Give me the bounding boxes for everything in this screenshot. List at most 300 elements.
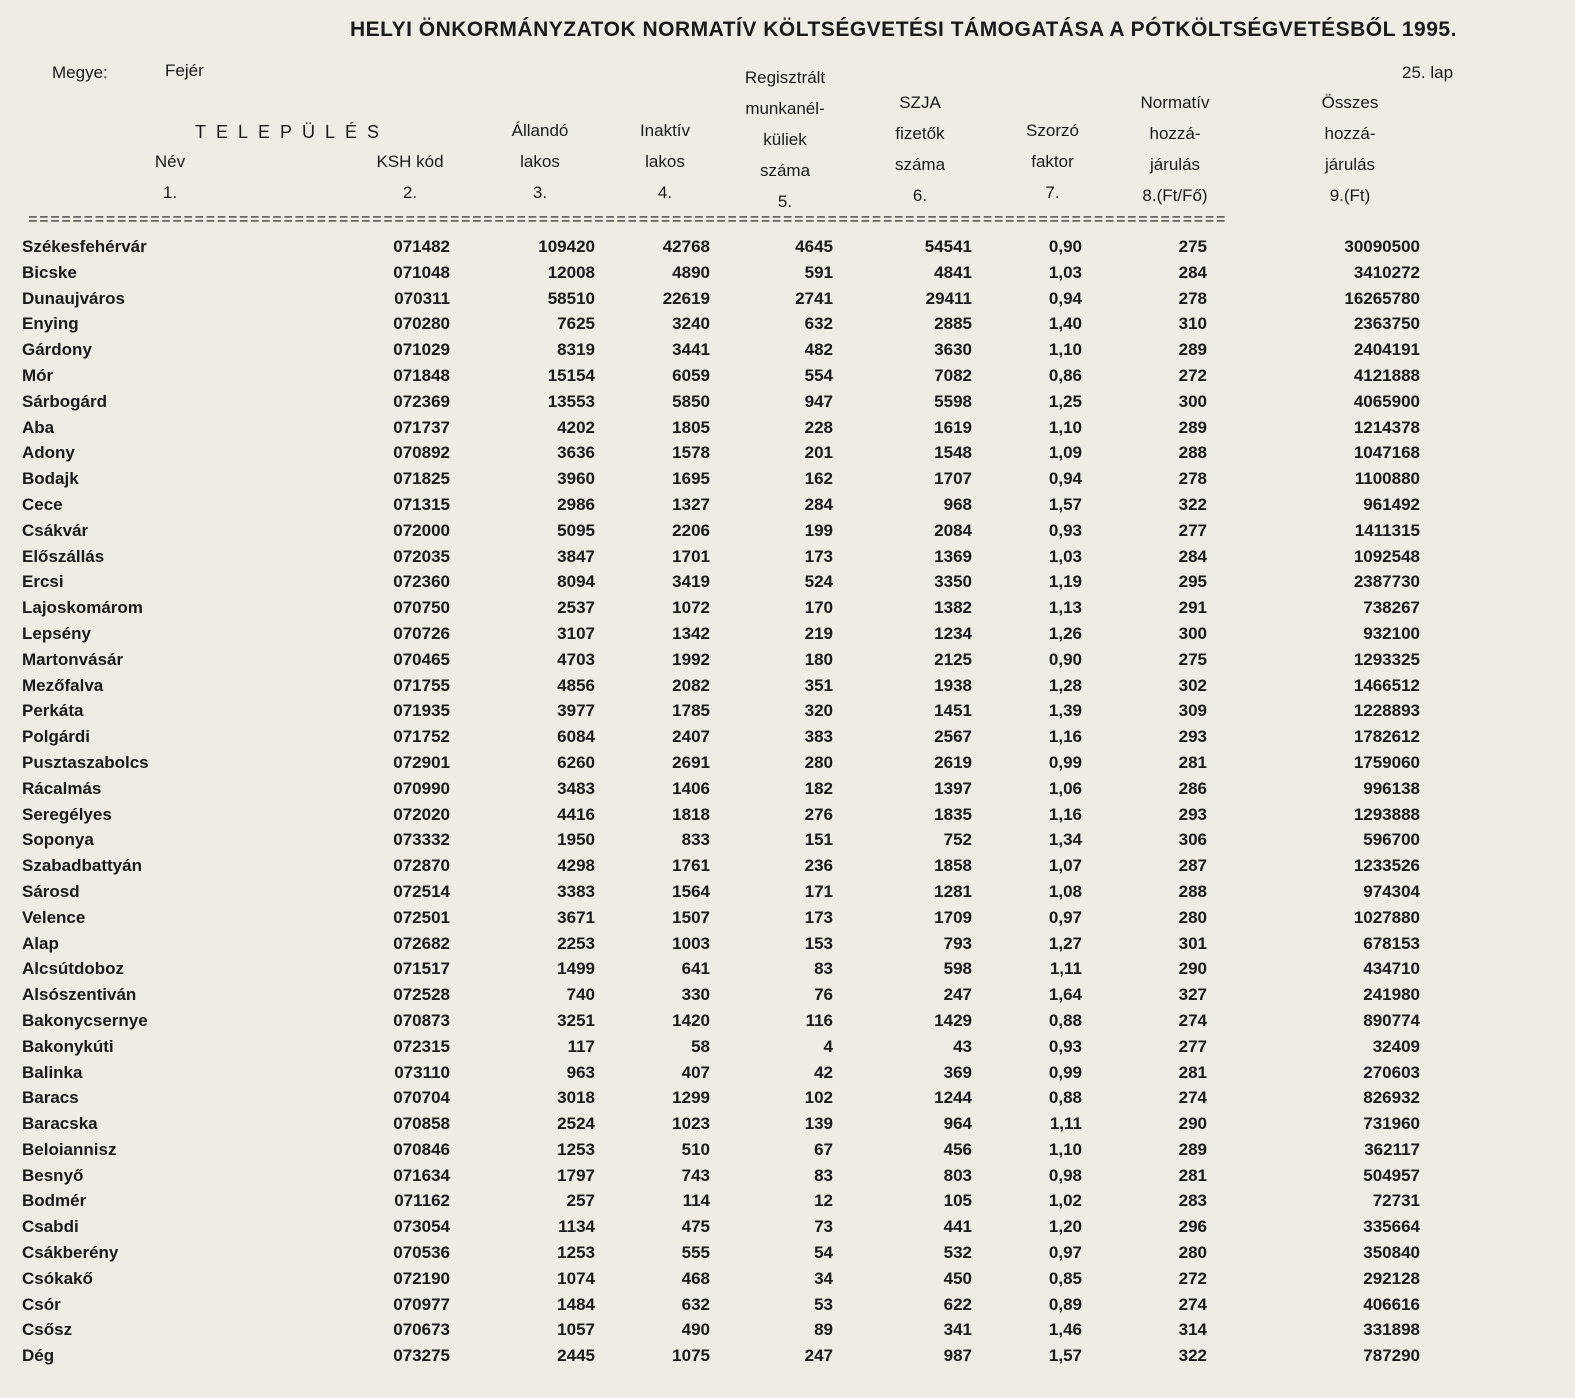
szorzo-faktor: 1,20	[1048, 1217, 1082, 1237]
ksh-code: 070977	[393, 1294, 450, 1314]
normativ-hozzajarulas: 275	[1178, 237, 1207, 256]
ksh-code: 070311	[394, 288, 450, 308]
szorzo-faktor: 1,34	[1048, 830, 1082, 850]
normativ-hozzajarulas: 280	[1178, 1243, 1207, 1263]
munkanelkuliek-szama: 153	[804, 933, 833, 953]
ksh-code: 073054	[393, 1217, 450, 1237]
inaktiv-lakos: 1299	[672, 1088, 710, 1108]
settlement-name: Lajoskomárom	[22, 598, 143, 618]
normativ-hozzajarulas: 281	[1178, 1062, 1207, 1082]
szja-fizetok-szama: 803	[943, 1165, 972, 1185]
szja-fizetok-szama: 1244	[934, 1088, 972, 1108]
inaktiv-lakos: 1075	[672, 1346, 710, 1366]
header-szja-line: száma	[894, 155, 946, 174]
allando-lakos: 3977	[557, 701, 595, 721]
szja-fizetok-szama: 29411	[925, 288, 972, 308]
ksh-code: 072190	[393, 1268, 450, 1288]
inaktiv-lakos: 2691	[672, 752, 710, 772]
szja-fizetok-szama: 1234	[934, 623, 972, 643]
header-munkanelkuliek-line: 5.	[777, 192, 793, 211]
ksh-code: 071029	[393, 340, 450, 360]
header-inaktiv-line: lakos	[645, 152, 685, 171]
header-szja	[870, 87, 970, 211]
header-divider: ============================================================================================================	[28, 211, 1227, 229]
szorzo-faktor: 1,40	[1048, 314, 1082, 334]
osszes-hozzajarulas: 787290	[1363, 1346, 1420, 1366]
header-osszes-line: járulás	[1324, 155, 1376, 174]
allando-lakos: 2537	[557, 598, 595, 618]
szja-fizetok-szama: 2084	[934, 520, 972, 540]
osszes-hozzajarulas: 1782612	[1353, 727, 1420, 747]
table-row	[0, 959, 1575, 985]
ksh-code: 071737	[393, 417, 450, 437]
settlement-name: Velence	[22, 907, 86, 927]
munkanelkuliek-szama: 53	[814, 1294, 833, 1314]
inaktiv-lakos: 1003	[672, 933, 710, 953]
osszes-hozzajarulas: 996138	[1363, 778, 1420, 798]
data-table	[0, 237, 1575, 1372]
table-row	[0, 727, 1575, 753]
header-normativ-line: hozzá-	[1149, 124, 1201, 143]
allando-lakos: 7625	[557, 314, 595, 334]
allando-lakos: 3847	[557, 546, 595, 566]
settlement-name: Dunaujváros	[22, 288, 125, 308]
allando-lakos: 1253	[557, 1243, 595, 1263]
header-szorzo	[1005, 115, 1100, 208]
szja-fizetok-szama: 752	[943, 830, 972, 850]
ksh-code: 070673	[393, 1320, 450, 1340]
szorzo-faktor: 1,11	[1049, 959, 1082, 979]
normativ-hozzajarulas: 286	[1178, 778, 1207, 798]
allando-lakos: 3383	[557, 881, 595, 901]
osszes-hozzajarulas: 335664	[1363, 1217, 1420, 1237]
szorzo-faktor: 0,90	[1048, 649, 1082, 669]
header-inaktiv-line: 4.	[657, 183, 673, 202]
szja-fizetok-szama: 1858	[934, 856, 972, 876]
szja-fizetok-szama: 968	[943, 494, 972, 514]
settlement-name: Pusztaszabolcs	[22, 752, 149, 772]
szorzo-faktor: 1,10	[1048, 1139, 1082, 1159]
normativ-hozzajarulas: 306	[1178, 830, 1207, 850]
settlement-name: Szabadbattyán	[22, 856, 142, 876]
szja-fizetok-szama: 4841	[934, 262, 972, 282]
settlement-name: Bakonykúti	[22, 1036, 114, 1056]
ksh-code: 070704	[393, 1088, 450, 1108]
szja-fizetok-szama: 2885	[934, 314, 972, 334]
ksh-code: 072682	[393, 933, 450, 953]
ksh-code: 070873	[393, 1010, 450, 1030]
munkanelkuliek-szama: 173	[804, 907, 833, 927]
allando-lakos: 3107	[557, 623, 595, 643]
normativ-hozzajarulas: 280	[1178, 907, 1207, 927]
munkanelkuliek-szama: 351	[804, 675, 833, 695]
szorzo-faktor: 1,08	[1048, 881, 1082, 901]
allando-lakos: 4703	[557, 649, 595, 669]
inaktiv-lakos: 1564	[672, 881, 710, 901]
munkanelkuliek-szama: 276	[804, 804, 833, 824]
osszes-hozzajarulas: 1047168	[1353, 443, 1420, 463]
table-row	[0, 934, 1575, 960]
munkanelkuliek-szama: 102	[804, 1088, 833, 1108]
osszes-hozzajarulas: 241980	[1363, 985, 1420, 1005]
normativ-hozzajarulas: 281	[1178, 1165, 1207, 1185]
szja-fizetok-szama: 105	[943, 1191, 972, 1211]
header-nev	[130, 146, 210, 208]
munkanelkuliek-szama: 236	[804, 856, 833, 876]
ksh-code: 072315	[393, 1036, 450, 1056]
szja-fizetok-szama: 1938	[934, 675, 972, 695]
settlement-name: Csókakő	[22, 1268, 93, 1288]
inaktiv-lakos: 2206	[672, 520, 710, 540]
munkanelkuliek-szama: 54	[814, 1243, 833, 1263]
allando-lakos: 3671	[557, 907, 595, 927]
munkanelkuliek-szama: 947	[804, 391, 833, 411]
header-szorzo-line: 7.	[1045, 183, 1060, 202]
table-row	[0, 598, 1575, 624]
normativ-hozzajarulas: 302	[1178, 675, 1207, 695]
szorzo-faktor: 0,93	[1048, 1036, 1082, 1056]
szorzo-faktor: 1,46	[1048, 1320, 1082, 1340]
normativ-hozzajarulas: 288	[1178, 881, 1207, 901]
allando-lakos: 6084	[557, 727, 595, 747]
szja-fizetok-szama: 1429	[934, 1010, 972, 1030]
munkanelkuliek-szama: 116	[805, 1010, 833, 1030]
inaktiv-lakos: 58	[691, 1036, 710, 1056]
header-normativ-line: járulás	[1149, 155, 1201, 174]
settlement-name: Mór	[22, 365, 54, 385]
settlement-name: Bicske	[22, 262, 77, 282]
normativ-hozzajarulas: 322	[1178, 494, 1207, 514]
szorzo-faktor: 1,03	[1048, 262, 1082, 282]
szja-fizetok-szama: 1709	[934, 907, 972, 927]
normativ-hozzajarulas: 290	[1178, 959, 1207, 979]
ksh-code: 072514	[393, 881, 450, 901]
szja-fizetok-szama: 2567	[934, 727, 972, 747]
settlement-name: Besnyő	[22, 1165, 84, 1185]
allando-lakos: 12008	[547, 262, 595, 282]
allando-lakos: 1499	[557, 959, 595, 979]
munkanelkuliek-szama: 89	[814, 1320, 833, 1340]
settlement-name: Polgárdi	[22, 727, 91, 747]
allando-lakos: 1950	[557, 830, 595, 850]
munkanelkuliek-szama: 12	[814, 1191, 833, 1211]
osszes-hozzajarulas: 331898	[1363, 1320, 1420, 1340]
szja-fizetok-szama: 793	[943, 933, 972, 953]
ksh-code: 072000	[393, 520, 450, 540]
ksh-code: 072901	[393, 752, 450, 772]
inaktiv-lakos: 22619	[662, 288, 710, 308]
header-allando-line: Állandó	[511, 121, 569, 140]
table-row	[0, 1191, 1575, 1217]
header-nev-line: 1.	[162, 183, 178, 202]
szja-fizetok-szama: 1619	[934, 417, 972, 437]
ksh-code: 072870	[393, 856, 450, 876]
allando-lakos: 1797	[557, 1165, 595, 1185]
szorzo-faktor: 0,89	[1048, 1294, 1082, 1314]
table-row	[0, 1166, 1575, 1192]
osszes-hozzajarulas: 3410272	[1353, 262, 1420, 282]
table-row	[0, 1088, 1575, 1114]
normativ-hozzajarulas: 277	[1178, 1036, 1207, 1056]
header-szja-line: SZJA	[899, 93, 941, 112]
szja-fizetok-szama: 1451	[934, 701, 972, 721]
settlement-name: Rácalmás	[22, 778, 102, 798]
osszes-hozzajarulas: 890774	[1363, 1010, 1420, 1030]
osszes-hozzajarulas: 72731	[1372, 1191, 1420, 1211]
settlement-name: Sárosd	[22, 881, 80, 901]
inaktiv-lakos: 6059	[672, 365, 710, 385]
osszes-hozzajarulas: 1092548	[1353, 546, 1420, 566]
szja-fizetok-szama: 247	[943, 985, 972, 1005]
szja-fizetok-szama: 1281	[934, 881, 972, 901]
table-row	[0, 1320, 1575, 1346]
munkanelkuliek-szama: 320	[804, 701, 833, 721]
munkanelkuliek-szama: 4645	[795, 237, 833, 256]
settlement-name: Beloiannisz	[22, 1139, 117, 1159]
table-row	[0, 701, 1575, 727]
ksh-code: 071935	[393, 701, 450, 721]
settlement-name: Baracska	[22, 1114, 98, 1134]
table-row	[0, 908, 1575, 934]
table-row	[0, 1217, 1575, 1243]
settlement-name: Aba	[22, 417, 55, 437]
szorzo-faktor: 1,07	[1048, 856, 1082, 876]
munkanelkuliek-szama: 83	[814, 959, 833, 979]
allando-lakos: 740	[566, 985, 595, 1005]
szja-fizetok-szama: 2619	[934, 752, 972, 772]
szorzo-faktor: 1,11	[1049, 1114, 1082, 1134]
munkanelkuliek-szama: 34	[814, 1268, 833, 1288]
normativ-hozzajarulas: 274	[1178, 1010, 1207, 1030]
munkanelkuliek-szama: 73	[814, 1217, 833, 1237]
normativ-hozzajarulas: 287	[1178, 856, 1207, 876]
header-szja-line: fizetők	[895, 124, 945, 143]
osszes-hozzajarulas: 1233526	[1353, 856, 1420, 876]
allando-lakos: 3483	[557, 778, 595, 798]
allando-lakos: 2986	[557, 494, 595, 514]
table-row	[0, 1346, 1575, 1372]
munkanelkuliek-szama: 482	[804, 340, 833, 360]
munkanelkuliek-szama: 173	[804, 546, 833, 566]
allando-lakos: 8319	[557, 340, 595, 360]
allando-lakos: 5095	[557, 520, 595, 540]
szja-fizetok-szama: 2125	[934, 649, 972, 669]
table-row	[0, 289, 1575, 315]
allando-lakos: 58510	[547, 288, 595, 308]
munkanelkuliek-szama: 171	[804, 881, 833, 901]
table-row	[0, 1037, 1575, 1063]
header-telepules: TELEPÜLÉS	[195, 122, 390, 142]
ksh-code: 072501	[393, 907, 450, 927]
table-row	[0, 547, 1575, 573]
normativ-hozzajarulas: 278	[1178, 288, 1207, 308]
munkanelkuliek-szama: 284	[804, 494, 833, 514]
szja-fizetok-szama: 964	[943, 1114, 972, 1134]
inaktiv-lakos: 475	[681, 1217, 710, 1237]
szorzo-faktor: 0,99	[1048, 1062, 1082, 1082]
osszes-hozzajarulas: 362117	[1364, 1139, 1420, 1159]
osszes-hozzajarulas: 4121888	[1353, 365, 1420, 385]
inaktiv-lakos: 3441	[672, 340, 710, 360]
szorzo-faktor: 1,16	[1048, 804, 1082, 824]
munkanelkuliek-szama: 42	[814, 1062, 833, 1082]
ksh-code: 071755	[393, 675, 450, 695]
table-row	[0, 443, 1575, 469]
szorzo-faktor: 1,25	[1048, 391, 1082, 411]
settlement-name: Gárdony	[22, 340, 92, 360]
allando-lakos: 1074	[557, 1268, 595, 1288]
szorzo-faktor: 0,98	[1048, 1165, 1082, 1185]
munkanelkuliek-szama: 4	[823, 1036, 833, 1056]
szja-fizetok-szama: 441	[943, 1217, 972, 1237]
header-allando-line: 3.	[532, 183, 548, 202]
header-allando-line: lakos	[520, 152, 560, 171]
settlement-name: Mezőfalva	[22, 675, 104, 695]
normativ-hozzajarulas: 272	[1178, 365, 1207, 385]
szja-fizetok-szama: 3350	[934, 572, 972, 592]
header-munkanelkuliek	[715, 62, 855, 217]
normativ-hozzajarulas: 272	[1178, 1268, 1207, 1288]
inaktiv-lakos: 743	[681, 1165, 710, 1185]
ksh-code: 070465	[393, 649, 450, 669]
szorzo-faktor: 1,39	[1048, 701, 1082, 721]
osszes-hozzajarulas: 2404191	[1353, 340, 1420, 360]
normativ-hozzajarulas: 283	[1178, 1191, 1207, 1211]
allando-lakos: 1134	[558, 1217, 595, 1237]
settlement-name: Sárbogárd	[22, 391, 108, 411]
munkanelkuliek-szama: 182	[804, 778, 833, 798]
allando-lakos: 6260	[557, 752, 595, 772]
osszes-hozzajarulas: 406616	[1363, 1294, 1420, 1314]
szorzo-faktor: 1,06	[1048, 778, 1082, 798]
osszes-hozzajarulas: 731960	[1363, 1114, 1420, 1134]
allando-lakos: 257	[566, 1191, 595, 1211]
table-row	[0, 856, 1575, 882]
osszes-hozzajarulas: 1100880	[1354, 469, 1420, 489]
osszes-hozzajarulas: 32409	[1372, 1036, 1420, 1056]
szja-fizetok-szama: 3630	[934, 340, 972, 360]
header-normativ-line: 8.(Ft/Fő)	[1142, 186, 1208, 205]
inaktiv-lakos: 1805	[672, 417, 710, 437]
normativ-hozzajarulas: 300	[1178, 623, 1207, 643]
header-inaktiv	[620, 115, 710, 208]
allando-lakos: 8094	[557, 572, 595, 592]
osszes-hozzajarulas: 4065900	[1353, 391, 1420, 411]
header-normativ	[1105, 87, 1245, 211]
settlement-name: Seregélyes	[22, 804, 112, 824]
ksh-code: 071315	[393, 494, 450, 514]
table-row	[0, 495, 1575, 521]
ksh-code: 070892	[393, 443, 450, 463]
inaktiv-lakos: 641	[681, 959, 710, 979]
table-row	[0, 366, 1575, 392]
ksh-code: 072369	[393, 391, 450, 411]
allando-lakos: 3960	[557, 469, 595, 489]
szorzo-faktor: 1,57	[1048, 1346, 1082, 1366]
table-row	[0, 1011, 1575, 1037]
settlement-name: Bakonycsernye	[22, 1010, 148, 1030]
szja-fizetok-szama: 532	[943, 1243, 972, 1263]
osszes-hozzajarulas: 434710	[1363, 959, 1420, 979]
settlement-name: Székesfehérvár	[22, 237, 147, 256]
normativ-hozzajarulas: 327	[1178, 985, 1207, 1005]
settlement-name: Bodmér	[22, 1191, 87, 1211]
allando-lakos: 15154	[547, 365, 595, 385]
settlement-name: Csabdi	[22, 1217, 79, 1237]
page-number: 25. lap	[1402, 63, 1454, 82]
inaktiv-lakos: 468	[681, 1268, 710, 1288]
ksh-code: 070536	[393, 1243, 450, 1263]
szorzo-faktor: 1,03	[1048, 546, 1082, 566]
munkanelkuliek-szama: 170	[804, 598, 833, 618]
table-row	[0, 340, 1575, 366]
header-munkanelkuliek-line: száma	[759, 161, 811, 180]
ksh-code: 070846	[393, 1139, 450, 1159]
inaktiv-lakos: 330	[681, 985, 710, 1005]
normativ-hozzajarulas: 301	[1178, 933, 1207, 953]
document-title: HELYI ÖNKORMÁNYZATOK NORMATÍV KÖLTSÉGVETÉSI TÁMOGATÁSA A PÓTKÖLTSÉGVETÉSBŐL 1995.	[350, 18, 1457, 41]
normativ-hozzajarulas: 284	[1178, 262, 1207, 282]
inaktiv-lakos: 1818	[672, 804, 710, 824]
osszes-hozzajarulas: 350840	[1363, 1243, 1420, 1263]
normativ-hozzajarulas: 310	[1178, 314, 1207, 334]
allando-lakos: 13553	[547, 391, 595, 411]
osszes-hozzajarulas: 16265780	[1344, 288, 1420, 308]
ksh-code: 070990	[393, 778, 450, 798]
osszes-hozzajarulas: 826932	[1363, 1088, 1420, 1108]
header-szja-line: 6.	[912, 186, 928, 205]
munkanelkuliek-szama: 2741	[795, 288, 833, 308]
settlement-name: Csősz	[22, 1320, 73, 1340]
settlement-name: Előszállás	[22, 546, 105, 566]
osszes-hozzajarulas: 1214378	[1353, 417, 1420, 437]
ksh-code: 073275	[393, 1346, 450, 1366]
munkanelkuliek-szama: 524	[804, 572, 833, 592]
munkanelkuliek-szama: 201	[804, 443, 833, 463]
szja-fizetok-szama: 456	[943, 1139, 972, 1159]
ksh-code: 070750	[393, 598, 450, 618]
inaktiv-lakos: 510	[681, 1139, 710, 1159]
szja-fizetok-szama: 369	[943, 1062, 972, 1082]
table-row	[0, 1140, 1575, 1166]
szorzo-faktor: 0,90	[1048, 237, 1082, 256]
allando-lakos: 4856	[557, 675, 595, 695]
munkanelkuliek-szama: 83	[814, 1165, 833, 1185]
osszes-hozzajarulas: 504957	[1363, 1165, 1420, 1185]
szorzo-faktor: 1,64	[1048, 985, 1082, 1005]
munkanelkuliek-szama: 228	[804, 417, 833, 437]
normativ-hozzajarulas: 295	[1178, 572, 1207, 592]
szorzo-faktor: 1,10	[1048, 340, 1082, 360]
osszes-hozzajarulas: 270603	[1363, 1062, 1420, 1082]
normativ-hozzajarulas: 288	[1178, 443, 1207, 463]
table-row	[0, 1063, 1575, 1089]
munkanelkuliek-szama: 67	[814, 1139, 833, 1159]
ksh-code: 071482	[393, 237, 450, 256]
inaktiv-lakos: 2407	[672, 727, 710, 747]
inaktiv-lakos: 5850	[672, 391, 710, 411]
szorzo-faktor: 1,10	[1048, 417, 1082, 437]
osszes-hozzajarulas: 1293888	[1353, 804, 1420, 824]
osszes-hozzajarulas: 1293325	[1353, 649, 1420, 669]
header-szorzo-line: faktor	[1031, 152, 1074, 171]
osszes-hozzajarulas: 30090500	[1344, 237, 1420, 256]
settlement-name: Soponya	[22, 830, 94, 850]
settlement-name: Ercsi	[22, 572, 64, 592]
szorzo-faktor: 0,99	[1048, 752, 1082, 772]
munkanelkuliek-szama: 219	[804, 623, 833, 643]
ksh-code: 071162	[394, 1191, 450, 1211]
